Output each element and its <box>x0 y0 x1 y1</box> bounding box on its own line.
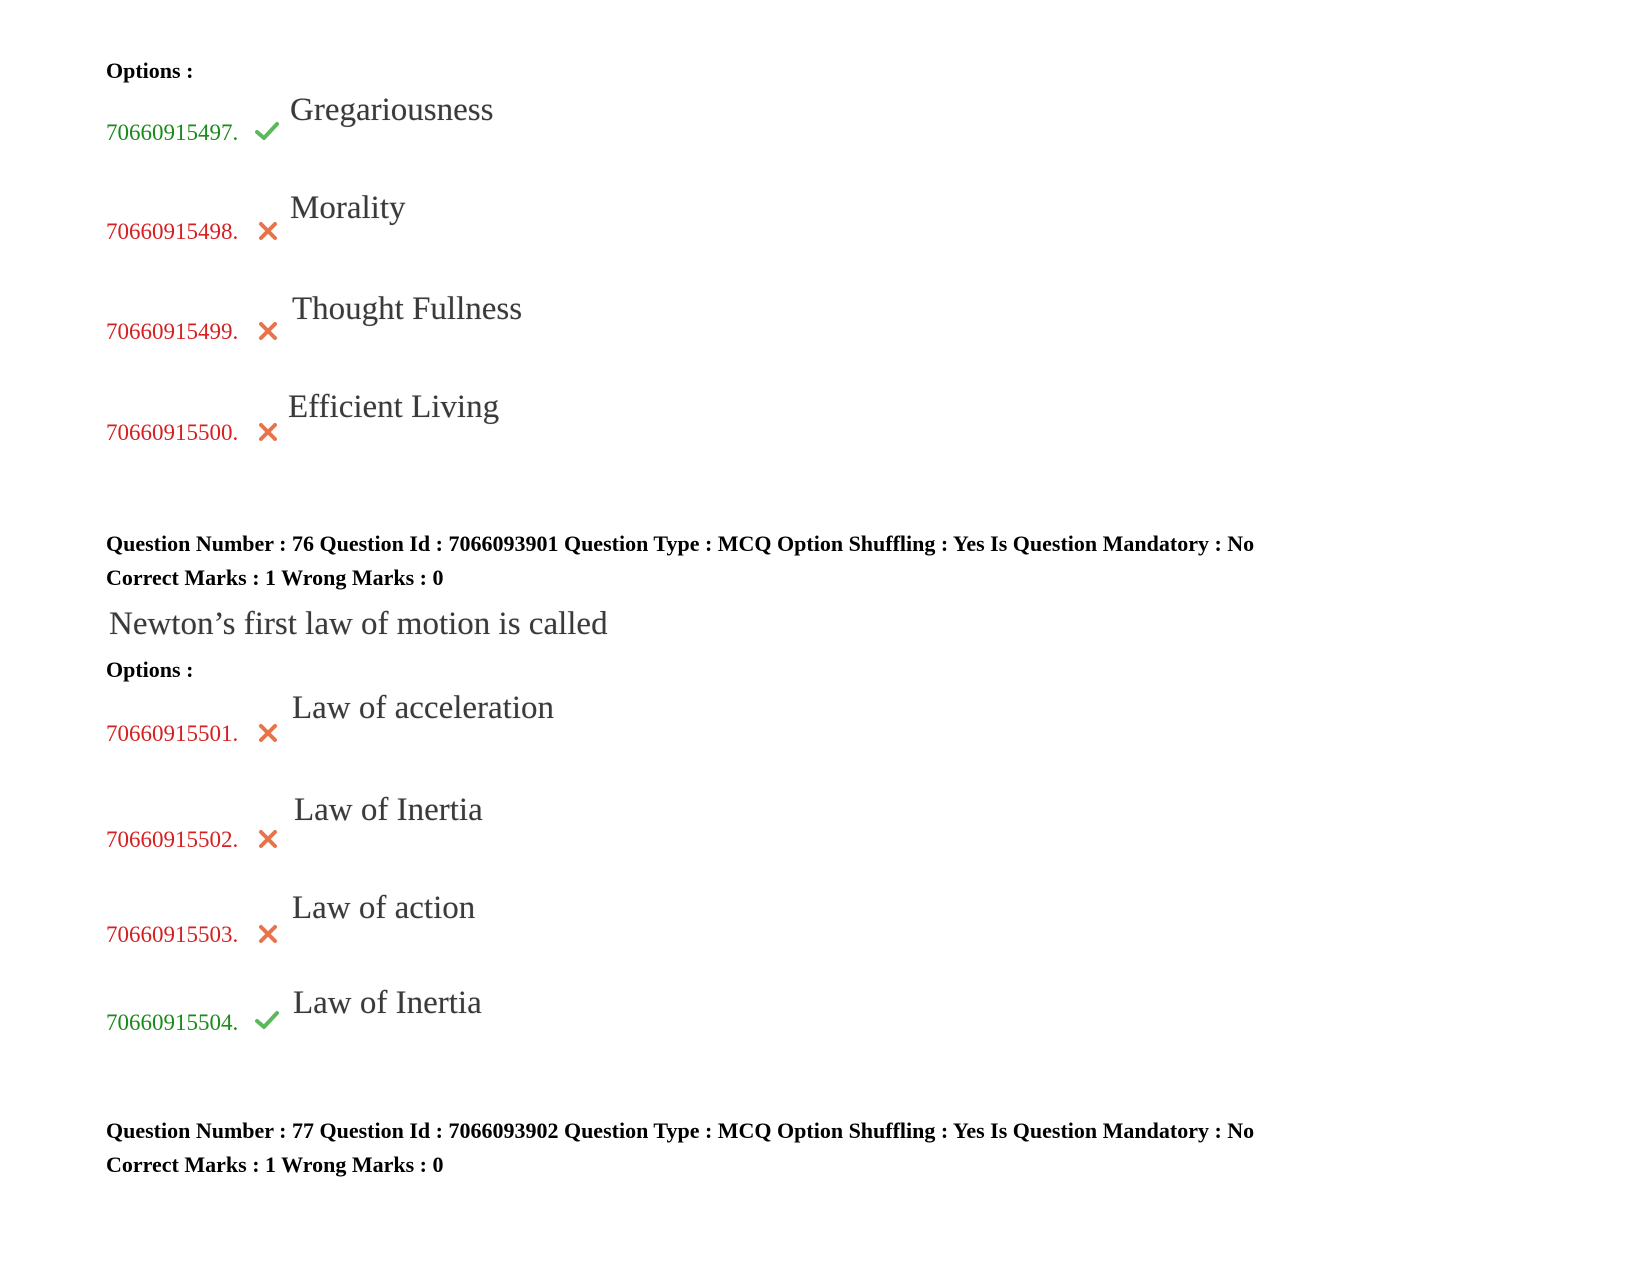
question-header: Question Number : 76 Question Id : 7066093901 Question Type : MCQ Option Shuffling : Yes Is Question Mandatory : No <box>106 531 1255 556</box>
option-id: 70660915498. <box>106 219 239 244</box>
option-id: 70660915504. <box>106 1010 239 1035</box>
option-id: 70660915500. <box>106 420 239 445</box>
option-text: Morality <box>290 190 406 226</box>
option-id: 70660915503. <box>106 922 239 947</box>
question-text: Newton’s first law of motion is called <box>109 606 608 642</box>
option-text: Law of action <box>292 890 476 926</box>
option-text: Gregariousness <box>290 92 494 128</box>
option-id: 70660915502. <box>106 827 239 852</box>
question-marks: Correct Marks : 1 Wrong Marks : 0 <box>106 565 444 590</box>
cross-icon <box>257 924 281 946</box>
check-icon <box>255 120 279 142</box>
question-header: Question Number : 77 Question Id : 7066093902 Question Type : MCQ Option Shuffling : Yes Is Question Mandatory : No <box>106 1118 1255 1143</box>
option-id: 70660915497. <box>106 120 239 145</box>
option-id: 70660915499. <box>106 319 239 344</box>
option-text: Efficient Living <box>288 389 500 425</box>
options-label: Options : <box>106 657 194 682</box>
check-icon <box>255 1009 279 1031</box>
option-text: Thought Fullness <box>292 291 523 327</box>
question-marks: Correct Marks : 1 Wrong Marks : 0 <box>106 1152 444 1177</box>
options-label: Options : <box>106 58 194 83</box>
option-id: 70660915501. <box>106 721 239 746</box>
option-text: Law of acceleration <box>292 690 555 726</box>
option-text: Law of Inertia <box>293 985 482 1021</box>
cross-icon <box>257 422 281 444</box>
option-text: Law of Inertia <box>294 792 483 828</box>
cross-icon <box>257 221 281 243</box>
cross-icon <box>257 321 281 343</box>
cross-icon <box>257 829 281 851</box>
cross-icon <box>257 723 281 745</box>
